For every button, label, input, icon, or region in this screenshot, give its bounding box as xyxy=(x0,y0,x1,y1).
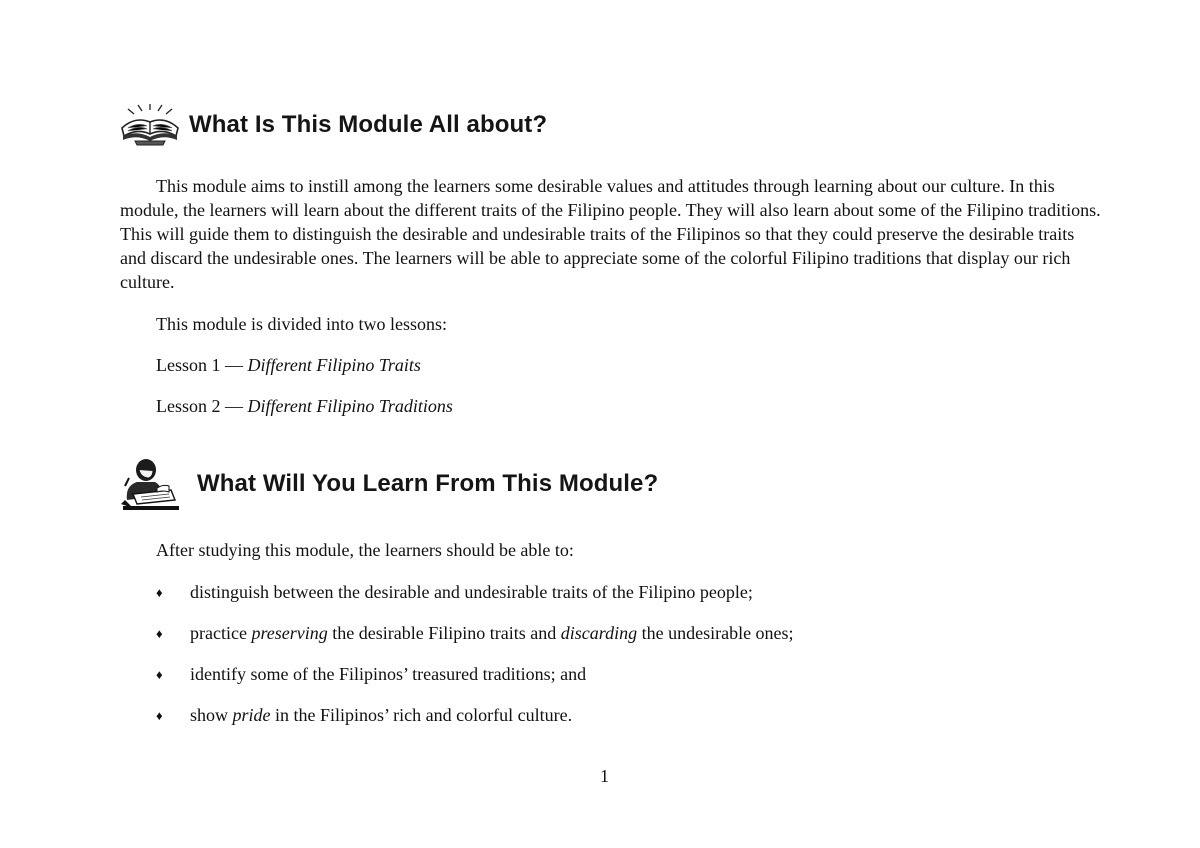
section-title: What Will You Learn From This Module? xyxy=(197,470,659,497)
student-studying-icon xyxy=(119,456,181,512)
emphasis-text: pride xyxy=(232,705,271,725)
text-segment: the undesirable ones; xyxy=(637,623,794,643)
lesson-title: Different Filipino Traditions xyxy=(247,396,453,416)
objective-item xyxy=(156,662,586,687)
intro-paragraph: This module aims to instill among the learners some desirable values and attitudes through learning about our culture. In this module, the learners will learn about the different traits of the Filipino people. They will also learn about some of the Filipino traditions. This will guide them to distinguish the desirable and undesirable traits of the Filipinos so that they could preserve the desirable traits and discard the undesirable ones. The learners will be able to appreciate some of the colorful Filipino traditions that display our rich culture. xyxy=(120,176,1101,292)
objective-item xyxy=(156,703,572,728)
text-segment: show xyxy=(190,705,233,725)
page-number: 1 xyxy=(600,766,609,786)
diamond-bullet-icon: ♦ xyxy=(156,667,163,682)
section-heading-module-about xyxy=(119,102,547,148)
lessons-intro-text: This module is divided into two lessons: xyxy=(156,314,447,334)
diamond-bullet-icon: ♦ xyxy=(156,626,163,641)
objective-text: distinguish between the desirable and undesirable traits of the Filipino people; xyxy=(190,582,753,602)
objective-text xyxy=(190,703,572,728)
lesson-2-line xyxy=(156,394,453,418)
text-segment: practice xyxy=(190,623,252,643)
objective-text: identify some of the Filipinos’ treasured traditions; and xyxy=(190,664,587,684)
diamond-bullet-icon: ♦ xyxy=(156,585,163,600)
lesson-title: Different Filipino Traits xyxy=(247,355,421,375)
open-book-icon xyxy=(119,102,181,148)
section-heading-learn-from-module xyxy=(119,456,658,512)
lesson-1-line xyxy=(156,353,421,377)
diamond-bullet-icon: ♦ xyxy=(156,708,163,723)
objective-item xyxy=(156,580,753,605)
emphasis-text: discarding xyxy=(560,623,638,643)
lesson-prefix: Lesson 1 — xyxy=(156,355,248,375)
objectives-intro-text: After studying this module, the learners should be able to: xyxy=(156,540,574,560)
text-segment: the desirable Filipino traits and xyxy=(327,623,561,643)
objective-item xyxy=(156,621,794,646)
lesson-prefix: Lesson 2 — xyxy=(156,396,248,416)
text-segment: in the Filipinos’ rich and colorful culture. xyxy=(270,705,573,725)
section-title: What Is This Module All about? xyxy=(189,111,548,138)
emphasis-text: preserving xyxy=(251,623,328,643)
objective-text xyxy=(190,621,794,646)
